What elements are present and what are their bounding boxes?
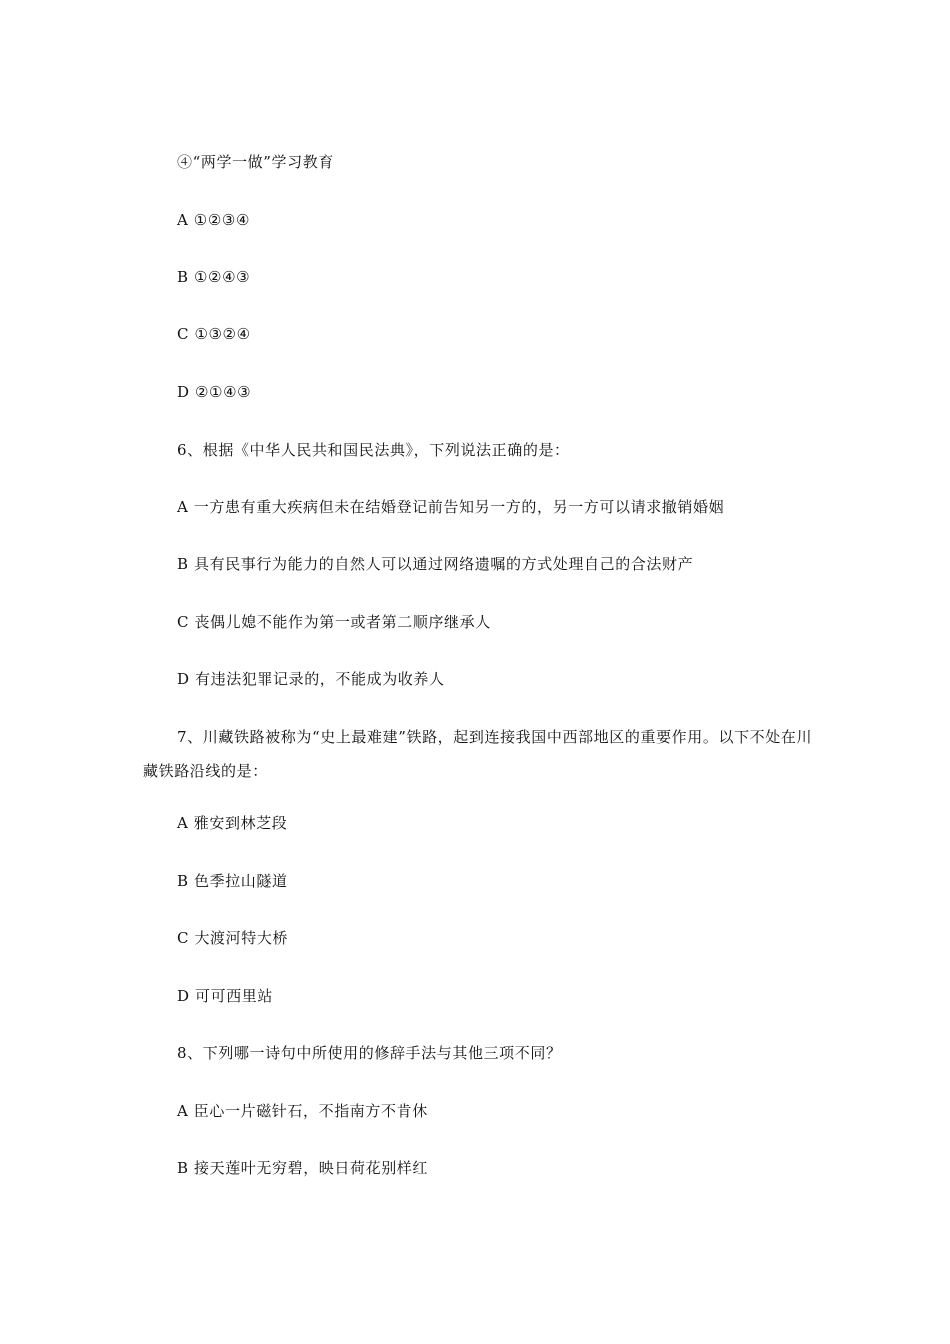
option-item: D 可可西里站 xyxy=(177,987,273,1005)
option-item: C 丧偶儿媳不能作为第一或者第二顺序继承人 xyxy=(177,613,491,631)
option-item: B ①②④③ xyxy=(177,268,251,286)
option-item: B 具有民事行为能力的自然人可以通过网络遗嘱的方式处理自己的合法财产 xyxy=(177,555,694,573)
option-item: B 色季拉山隧道 xyxy=(177,872,288,890)
option-item: A 臣心一片磁针石，不指南方不肯休 xyxy=(177,1102,428,1120)
question-8: 8、下列哪一诗句中所使用的修辞手法与其他三项不同？ xyxy=(177,1044,562,1062)
question-7: 7、川藏铁路被称为“史上最难建”铁路，起到连接我国中西部地区的重要作用。以下不处在川藏铁路沿线的是： xyxy=(143,728,813,780)
option-item: D 有违法犯罪记录的，不能成为收养人 xyxy=(177,670,445,688)
option-item: A 雅安到林芝段 xyxy=(177,814,288,832)
option-item: ④“两学一做”学习教育 xyxy=(177,153,334,171)
option-item: B 接天莲叶无穷碧，映日荷花别样红 xyxy=(177,1159,428,1177)
option-item: C ①③②④ xyxy=(177,325,251,343)
option-item: D ②①④③ xyxy=(177,383,252,401)
option-item: A 一方患有重大疾病但未在结婚登记前告知另一方的，另一方可以请求撤销婚姻 xyxy=(177,498,725,516)
question-6: 6、根据《中华人民共和国民法典》，下列说法正确的是： xyxy=(177,441,570,459)
option-item: A ①②③④ xyxy=(177,211,250,229)
option-item: C 大渡河特大桥 xyxy=(177,929,289,947)
